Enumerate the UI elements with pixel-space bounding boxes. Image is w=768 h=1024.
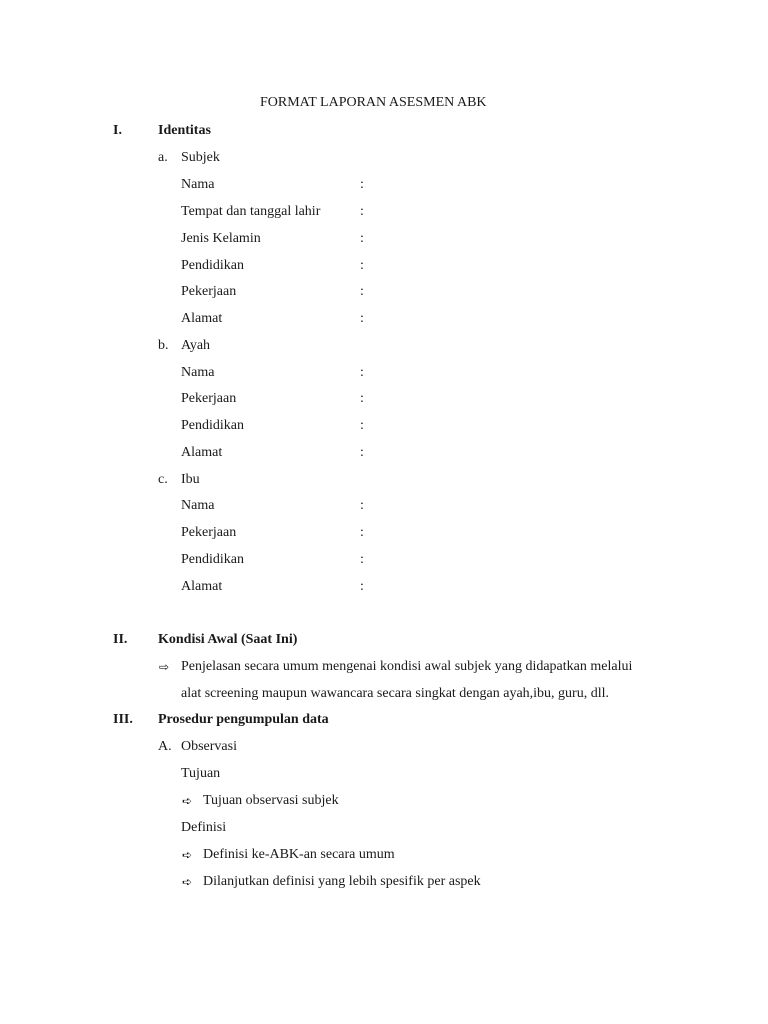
- ibu-letter: c.: [158, 472, 168, 487]
- field-colon: :: [360, 258, 364, 273]
- field-colon: :: [360, 525, 364, 540]
- section-2-text-line-1: Penjelasan secara umum mengenai kondisi awal subjek yang didapatkan melalui: [181, 659, 633, 674]
- section-1-heading: Identitas: [158, 123, 211, 138]
- ayah-field-label: Pekerjaan: [181, 391, 237, 406]
- section-3-heading: Prosedur pengumpulan data: [158, 712, 329, 727]
- definisi-item: Dilanjutkan definisi yang lebih spesifik per aspek: [203, 874, 481, 889]
- section-3-number: III.: [113, 712, 133, 727]
- field-colon: :: [360, 231, 364, 246]
- ayah-field-label: Alamat: [181, 445, 223, 460]
- ayah-letter: b.: [158, 338, 169, 353]
- subjek-field-label: Pekerjaan: [181, 284, 237, 299]
- subjek-field-label: Nama: [181, 177, 215, 192]
- bold-right-arrow-icon: ➪: [182, 875, 193, 889]
- subjek-field-label: Alamat: [181, 311, 223, 326]
- field-colon: :: [360, 177, 364, 192]
- observasi-label: Observasi: [181, 739, 237, 754]
- subjek-label: Subjek: [181, 150, 220, 165]
- bold-right-arrow-icon: ➪: [182, 794, 193, 808]
- field-colon: :: [360, 418, 364, 433]
- section-2-text-line-2: alat screening maupun wawancara secara singkat dengan ayah,ibu, guru, dll.: [181, 686, 609, 701]
- field-colon: :: [360, 311, 364, 326]
- hollow-right-arrow-icon: ⇨: [159, 660, 170, 674]
- field-colon: :: [360, 579, 364, 594]
- subjek-letter: a.: [158, 150, 168, 165]
- ibu-field-label: Nama: [181, 498, 215, 513]
- observasi-letter: A.: [158, 739, 172, 754]
- field-colon: :: [360, 445, 364, 460]
- ayah-label: Ayah: [181, 338, 211, 353]
- ayah-field-label: Pendidikan: [181, 418, 244, 433]
- section-2-heading: Kondisi Awal (Saat Ini): [158, 632, 298, 647]
- field-colon: :: [360, 498, 364, 513]
- tujuan-label: Tujuan: [181, 766, 221, 781]
- section-2-number: II.: [113, 632, 128, 647]
- subjek-field-label: Pendidikan: [181, 258, 244, 273]
- tujuan-item: Tujuan observasi subjek: [203, 793, 339, 808]
- document-title: FORMAT LAPORAN ASESMEN ABK: [260, 95, 487, 110]
- field-colon: :: [360, 552, 364, 567]
- field-colon: :: [360, 204, 364, 219]
- field-colon: :: [360, 391, 364, 406]
- ibu-field-label: Pekerjaan: [181, 525, 237, 540]
- bold-right-arrow-icon: ➪: [182, 848, 193, 862]
- ayah-field-label: Nama: [181, 365, 215, 380]
- subjek-field-label: Jenis Kelamin: [181, 231, 261, 246]
- section-1-number: I.: [113, 123, 122, 138]
- field-colon: :: [360, 284, 364, 299]
- definisi-label: Definisi: [181, 820, 227, 835]
- ibu-label: Ibu: [181, 472, 200, 487]
- ibu-field-label: Pendidikan: [181, 552, 244, 567]
- definisi-item: Definisi ke-ABK-an secara umum: [203, 847, 395, 862]
- ibu-field-label: Alamat: [181, 579, 223, 594]
- subjek-field-label: Tempat dan tanggal lahir: [181, 204, 321, 219]
- field-colon: :: [360, 365, 364, 380]
